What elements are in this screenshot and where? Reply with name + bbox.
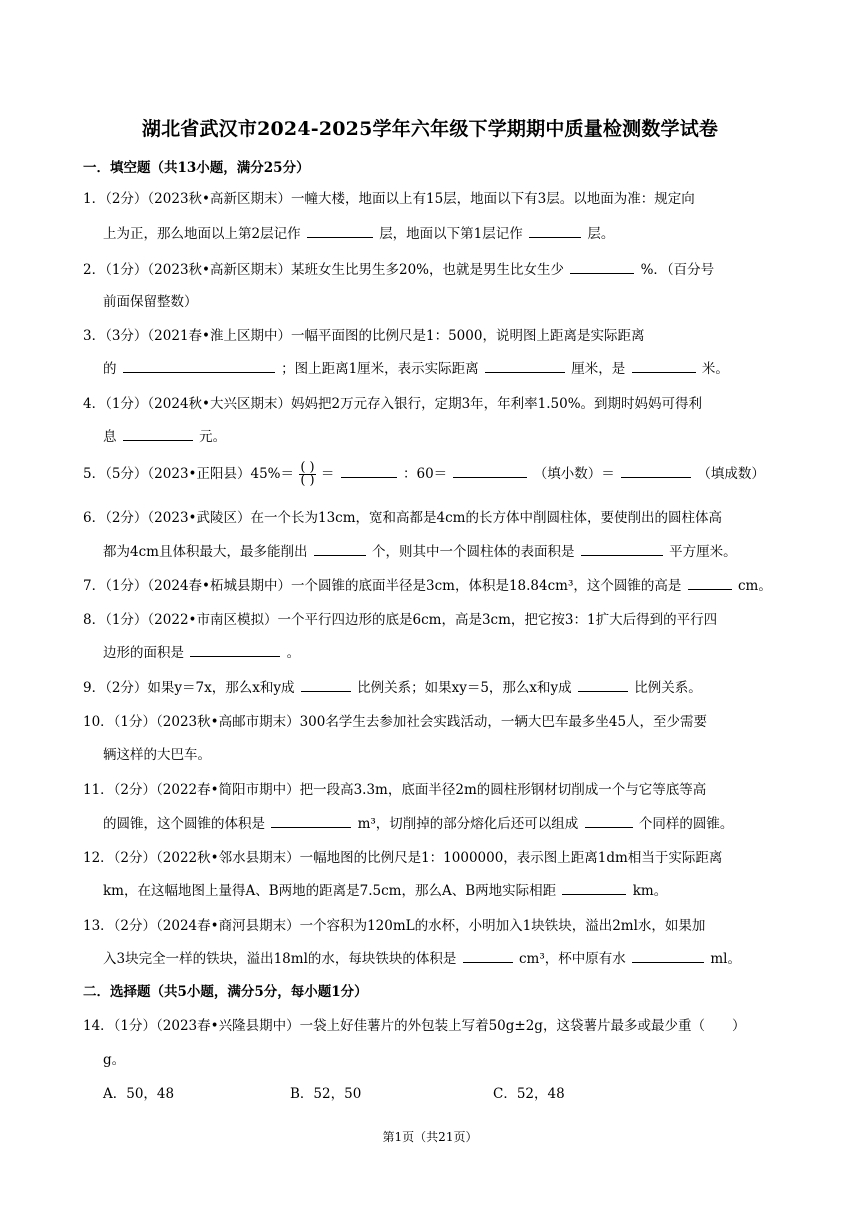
question-9-text: 9．（2分）如果y＝7x，那么x和y成 xyxy=(83,680,295,696)
answer-blank[interactable] xyxy=(271,814,351,828)
answer-blank[interactable] xyxy=(190,643,280,657)
question-12-text: km。 xyxy=(632,883,668,899)
question-9-text: 比例关系。 xyxy=(634,680,702,696)
page-footer: 第1页（共21页） xyxy=(382,1130,478,1144)
question-14-line-1: 14．（1分）（2023春•兴隆县期中）一袋上好佳薯片的外包装上写着50g±2g，这袋薯片最多或最少重（ ） xyxy=(83,1018,746,1034)
question-3-line-1: 3．（3分）（2021春•淮上区期中）一幅平面图的比例尺是1：5000，说明图上距离是实际距离 xyxy=(83,328,645,344)
question-5-text: 5．（5分）（2023•正阳县）45%＝ xyxy=(83,466,295,482)
question-8-line-1: 8．（1分）（2022•市南区模拟）一个平行四边形的底是6cm，高是3cm，把它按3：1扩大后得到的平行四 xyxy=(83,612,718,628)
answer-blank[interactable] xyxy=(301,678,351,692)
answer-blank[interactable] xyxy=(307,224,373,238)
question-6-text: 都为4cm且体积最大，最多能削出 xyxy=(103,544,308,560)
answer-blank[interactable] xyxy=(621,464,691,478)
question-5-text: ：60＝ xyxy=(402,466,448,482)
question-13-line-2 xyxy=(103,947,783,967)
question-1-text: 层，地面以下第1层记作 xyxy=(379,226,523,242)
question-13-text: cm³，杯中原有水 xyxy=(518,951,626,967)
answer-blank[interactable] xyxy=(529,224,581,238)
question-2-text: %．（百分号 xyxy=(640,262,715,278)
question-4-text: 元。 xyxy=(199,429,227,445)
answer-blank[interactable] xyxy=(341,464,397,478)
option-b[interactable]: B．52，50 xyxy=(290,1086,362,1102)
answer-blank[interactable] xyxy=(578,678,628,692)
question-7-text: 7．（1分）（2024春•柘城县期中）一个圆锥的底面半径是3cm，体积是18.84cm³，这个圆锥的高是 xyxy=(83,578,682,594)
question-2-text: 2．（1分）（2023秋•高新区期末）某班女生比男生多20%，也就是男生比女生少 xyxy=(83,262,565,278)
question-8-text: 边形的面积是 xyxy=(103,645,184,661)
question-3-text: 的 xyxy=(103,361,117,377)
question-7-text: cm。 xyxy=(737,578,772,594)
question-10-line-1: 10．（1分）（2023秋•高邮市期末）300名学生去参加社会实践活动，一辆大巴车最多坐45人，至少需要 xyxy=(83,714,708,730)
question-11-text: 的圆锥，这个圆锥的体积是 xyxy=(103,816,265,832)
section-heading-choice: 二．选择题（共5小题，满分5分，每小题1分） xyxy=(83,984,368,1000)
question-11-text: 个同样的圆锥。 xyxy=(638,816,734,832)
question-9-line-1 xyxy=(83,676,783,696)
answer-blank[interactable] xyxy=(562,881,626,895)
question-12-text: km，在这幅地图上量得A、B两地的距离是7.5cm，那么A、B两地实际相距 xyxy=(103,883,557,899)
question-3-text: 厘米，是 xyxy=(571,361,626,377)
question-4-line-1: 4．（1分）（2024秋•大兴区期末）妈妈把2万元存入银行，定期3年，年利率1.50%。到期时妈妈可得利 xyxy=(83,396,703,412)
question-12-line-1: 12．（2分）（2022秋•邻水县期末）一幅地图的比例尺是1：1000000，表示图上距离1dm相当于实际距离 xyxy=(83,850,723,866)
question-4-line-2 xyxy=(103,425,783,445)
answer-blank[interactable] xyxy=(463,949,513,963)
page-title: 湖北省武汉市2024-2025学年六年级下学期期中质量检测数学试卷 xyxy=(141,118,719,140)
answer-blank[interactable] xyxy=(123,427,193,441)
question-13-line-1: 13．（2分）（2024春•商河县期末）一个容积为120mL的水杯，小明加入1块铁块，溢出2ml水，如果加 xyxy=(83,918,706,934)
question-13-text: ml。 xyxy=(710,951,741,967)
section-heading-fill-in: 一．填空题（共13小题，满分25分） xyxy=(83,160,310,176)
question-8-text: 。 xyxy=(286,645,301,661)
question-1-line-2 xyxy=(103,222,783,242)
fraction xyxy=(299,462,315,487)
answer-blank[interactable] xyxy=(314,542,366,556)
answer-blank[interactable] xyxy=(485,359,565,373)
answer-blank[interactable] xyxy=(688,576,732,590)
question-1-line-1: 1．（2分）（2023秋•高新区期末）一幢大楼，地面以上有15层，地面以下有3层。以地面为准：规定向 xyxy=(83,191,695,207)
answer-blank[interactable] xyxy=(581,542,663,556)
question-1-text: 层。 xyxy=(587,226,615,242)
fraction-numerator: ( ) xyxy=(300,460,315,475)
question-9-text: 比例关系；如果xy＝5，那么x和y成 xyxy=(357,680,572,696)
question-6-line-2 xyxy=(103,540,783,560)
question-5-text: ＝ xyxy=(320,466,335,482)
question-10-line-2: 辆这样的大巴车。 xyxy=(103,747,211,763)
question-11-line-1: 11．（2分）（2022春•简阳市期中）把一段高3.3m，底面半径2m的圆柱形钢材切削成一个与它等底等高 xyxy=(83,782,707,798)
answer-blank[interactable] xyxy=(632,949,704,963)
question-1-text: 上为正，那么地面以上第2层记作 xyxy=(103,226,301,242)
question-5-line-1 xyxy=(83,462,783,487)
question-3-text: 米。 xyxy=(701,361,729,377)
option-a[interactable]: A．50，48 xyxy=(103,1086,175,1102)
question-5-text: （填成数） xyxy=(697,466,765,482)
question-6-line-1: 6．（2分）（2023•武陵区）在一个长为13cm，宽和高都是4cm的长方体中削圆柱体，要使削出的圆柱体高 xyxy=(83,510,722,526)
question-6-text: 个，则其中一个圆柱体的表面积是 xyxy=(372,544,575,560)
question-13-text: 入3块完全一样的铁块，溢出18ml的水，每块铁块的体积是 xyxy=(103,951,457,967)
question-3-line-2 xyxy=(103,357,783,377)
answer-blank[interactable] xyxy=(570,260,634,274)
answer-blank[interactable] xyxy=(123,359,275,373)
question-12-line-2 xyxy=(103,879,783,899)
question-5-text: （填小数）＝ xyxy=(533,466,615,482)
fraction-denominator: ( ) xyxy=(300,473,315,488)
question-2-line-1 xyxy=(83,258,783,278)
question-3-text: ；图上距离1厘米，表示实际距离 xyxy=(281,361,479,377)
option-c[interactable]: C．52，48 xyxy=(493,1086,565,1102)
answer-blank[interactable] xyxy=(453,464,527,478)
question-2-line-2: 前面保留整数） xyxy=(103,294,198,310)
question-4-text: 息 xyxy=(103,429,117,445)
question-6-text: 平方厘米。 xyxy=(669,544,737,560)
question-8-line-2 xyxy=(103,641,783,661)
question-11-text: m³，切削掉的部分熔化后还可以组成 xyxy=(357,816,579,832)
question-7-line-1 xyxy=(83,574,783,594)
question-11-line-2 xyxy=(103,812,783,832)
answer-blank[interactable] xyxy=(632,359,696,373)
question-14-line-2: g。 xyxy=(103,1052,126,1068)
answer-blank[interactable] xyxy=(585,814,633,828)
